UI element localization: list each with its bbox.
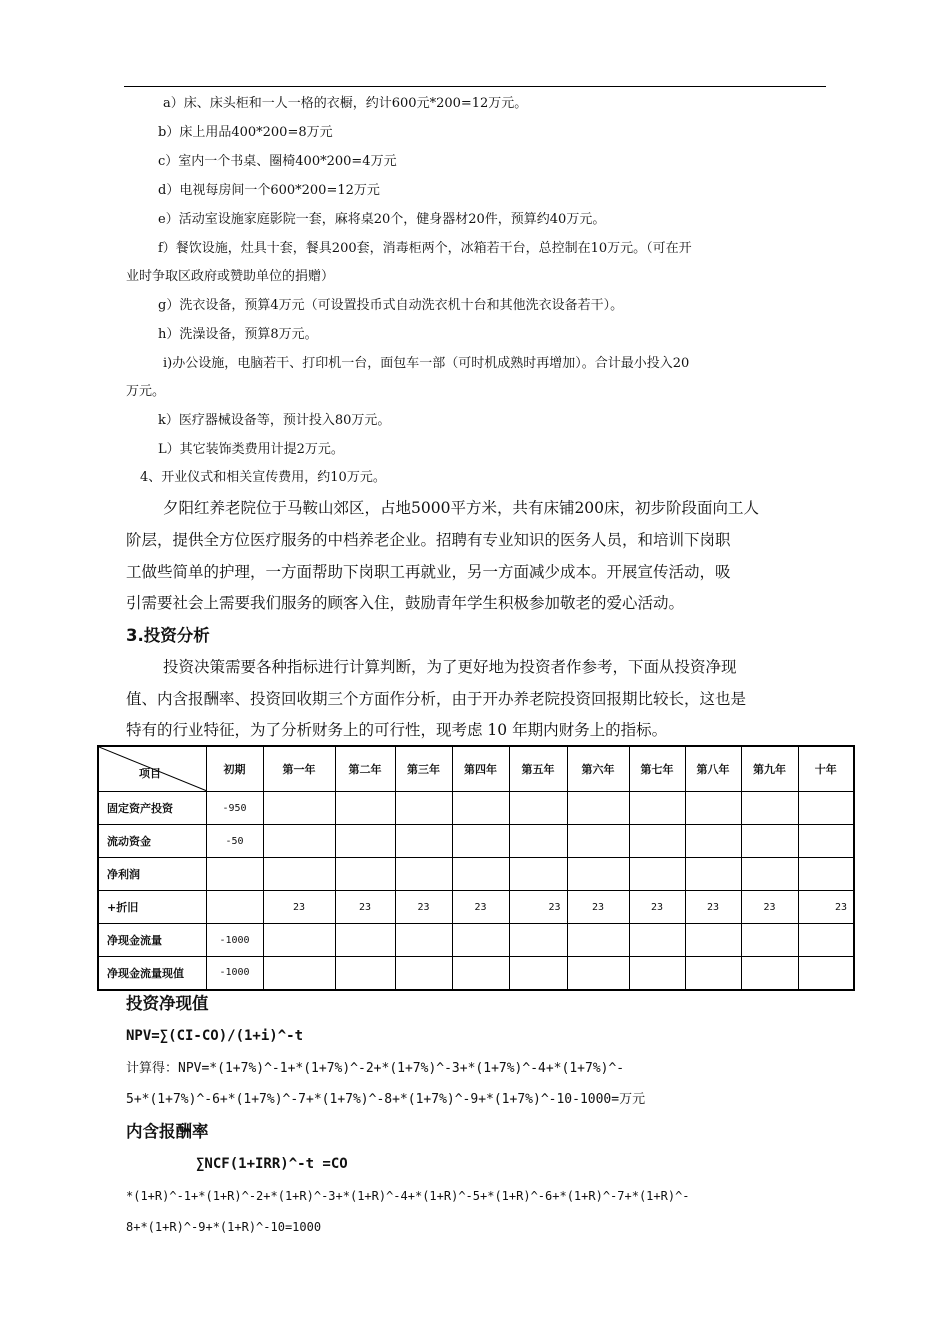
column-header: 第六年 <box>567 746 629 792</box>
table-cell: 23 <box>629 891 685 924</box>
table-cell <box>629 825 685 858</box>
list-item-c: c）室内一个书桌、圈椅400*200=4万元 <box>158 154 397 169</box>
table-cell <box>263 957 335 990</box>
table-cell <box>567 825 629 858</box>
table-cell: 23 <box>335 891 395 924</box>
intro-line-3: 工做些简单的护理，一方面帮助下岗职工再就业，另一方面减少成本。开展宣传活动，吸 <box>126 563 731 581</box>
list-item-k: k）医疗器械设备等，预计投入80万元。 <box>158 413 391 428</box>
table-cell <box>509 924 567 957</box>
table-row <box>98 825 854 858</box>
list-item-h: h）洗澡设备，预算8万元。 <box>158 327 318 342</box>
table-cell <box>395 924 452 957</box>
table-cell <box>685 825 741 858</box>
table-cell <box>629 957 685 990</box>
table-cell <box>741 792 798 825</box>
list-item-4: 4、开业仪式和相关宣传费用，约10万元。 <box>140 470 386 485</box>
table-cell <box>452 924 509 957</box>
table-cell <box>741 957 798 990</box>
table-cell: -1000 <box>206 924 263 957</box>
section-para-line-1: 投资决策需要各种指标进行计算判断，为了更好地为投资者作参考，下面从投资净现 <box>163 658 737 676</box>
intro-line-1: 夕阳红养老院位于马鞍山郊区，占地5000平方米，共有床铺200床，初步阶段面向工人 <box>163 499 760 517</box>
list-item-e: e）活动室设施家庭影院一套，麻将桌20个，健身器材20件，预算约40万元。 <box>158 212 606 227</box>
section-heading: 3.投资分析 <box>126 626 210 645</box>
list-item-i-cont: 万元。 <box>126 384 166 399</box>
table-cell <box>335 924 395 957</box>
row-label: 固定资产投资 <box>98 792 206 825</box>
table-cell <box>741 858 798 891</box>
table-cell <box>798 924 854 957</box>
table-row <box>98 792 854 825</box>
table-cell <box>335 957 395 990</box>
table-cell <box>685 924 741 957</box>
list-item-f-cont: 业时争取区政府或赞助单位的捐赠） <box>126 269 335 284</box>
section-para-line-3: 特有的行业特征，为了分析财务上的可行性，现考虑 10 年期内财务上的指标。 <box>126 721 668 739</box>
table-cell <box>798 957 854 990</box>
table-row <box>98 891 854 924</box>
table-cell <box>452 792 509 825</box>
intro-line-2: 阶层，提供全方位医疗服务的中档养老企业。招聘有专业知识的医务人员，和培训下岗职 <box>126 531 731 549</box>
table-row <box>98 858 854 891</box>
npv-formula: NPV=∑(CI-CO)/(1+i)^-t <box>126 1028 304 1044</box>
npv-calc-line-1: 计算得：NPV=*(1+7%)^-1+*(1+7%)^-2+*(1+7%)^-3+*(1+7%)^-4+*(1+7%)^- <box>126 1061 625 1076</box>
row-label: 净利润 <box>98 858 206 891</box>
table-cell <box>798 858 854 891</box>
row-label: +折旧 <box>98 891 206 924</box>
table-cell: -50 <box>206 825 263 858</box>
list-item-i: i)办公设施，电脑若干、打印机一台，面包车一部（可时机成熟时再增加）。合计最小投入20 <box>163 356 690 371</box>
table-cell <box>741 924 798 957</box>
row-label: 净现金流量 <box>98 924 206 957</box>
table-cell <box>685 792 741 825</box>
table-cell <box>509 858 567 891</box>
table-cell <box>335 825 395 858</box>
list-item-d: d）电视每房间一个600*200=12万元 <box>158 183 380 198</box>
table-corner-cell <box>98 746 206 792</box>
table-cell <box>206 858 263 891</box>
table-cell <box>567 792 629 825</box>
table-cell <box>567 924 629 957</box>
table-cell <box>452 957 509 990</box>
table-cell <box>452 858 509 891</box>
table-cell <box>629 858 685 891</box>
column-header: 第九年 <box>741 746 798 792</box>
row-label: 流动资金 <box>98 825 206 858</box>
table-cell <box>509 792 567 825</box>
table-header-row <box>98 746 854 792</box>
column-header: 第三年 <box>395 746 452 792</box>
row-label: 净现金流量现值 <box>98 957 206 990</box>
table-cell <box>335 792 395 825</box>
table-cell <box>798 792 854 825</box>
table-cell <box>567 858 629 891</box>
table-corner-label: 项目 <box>139 767 161 780</box>
npv-calc-line-2: 5+*(1+7%)^-6+*(1+7%)^-7+*(1+7%)^-8+*(1+7%)^-9+*(1+7%)^-10-1000=万元 <box>126 1092 646 1107</box>
table-cell: 23 <box>798 891 854 924</box>
table-cell: 23 <box>741 891 798 924</box>
column-header: 第二年 <box>335 746 395 792</box>
table-cell <box>509 957 567 990</box>
column-header: 初期 <box>206 746 263 792</box>
table-cell <box>395 957 452 990</box>
column-header: 第七年 <box>629 746 685 792</box>
table-cell: 23 <box>685 891 741 924</box>
list-item-L: L）其它装饰类费用计提2万元。 <box>158 442 344 457</box>
table-cell <box>263 825 335 858</box>
table-row <box>98 924 854 957</box>
list-item-b: b）床上用品400*200=8万元 <box>158 125 333 140</box>
cash-flow-table <box>97 745 855 991</box>
column-header: 第四年 <box>452 746 509 792</box>
table-cell <box>263 792 335 825</box>
table-cell: 23 <box>263 891 335 924</box>
column-header: 第五年 <box>509 746 567 792</box>
column-header: 十年 <box>798 746 854 792</box>
table-cell <box>685 858 741 891</box>
table-cell: 23 <box>509 891 567 924</box>
irr-formula: ∑NCF(1+IRR)^-t =CO <box>196 1156 348 1172</box>
list-item-f: f）餐饮设施，灶具十套，餐具200套，消毒柜两个，冰箱若干台，总控制在10万元。（可在开 <box>158 241 692 256</box>
table-cell <box>567 957 629 990</box>
irr-heading: 内含报酬率 <box>126 1122 209 1141</box>
table-cell <box>741 825 798 858</box>
table-cell <box>335 858 395 891</box>
list-item-a: a）床、床头柜和一人一格的衣橱，约计600元*200=12万元。 <box>163 96 528 111</box>
header-rule <box>124 86 826 87</box>
section-para-line-2: 值、内含报酬率、投资回收期三个方面作分析，由于开办养老院投资回报期比较长，这也是 <box>126 690 747 708</box>
irr-calc-line-1: *(1+R)^-1+*(1+R)^-2+*(1+R)^-3+*(1+R)^-4+*(1+R)^-5+*(1+R)^-6+*(1+R)^-7+*(1+R)^- <box>126 1189 690 1203</box>
table-row <box>98 957 854 990</box>
table-cell: 23 <box>395 891 452 924</box>
table-cell: 23 <box>567 891 629 924</box>
table-cell <box>395 858 452 891</box>
table-cell <box>263 924 335 957</box>
table-cell <box>509 825 567 858</box>
table-cell <box>629 792 685 825</box>
irr-calc-line-2: 8+*(1+R)^-9+*(1+R)^-10=1000 <box>126 1220 322 1234</box>
table-cell <box>798 825 854 858</box>
column-header: 第八年 <box>685 746 741 792</box>
table-cell: -1000 <box>206 957 263 990</box>
table-cell <box>206 891 263 924</box>
column-header: 第一年 <box>263 746 335 792</box>
npv-heading: 投资净现值 <box>126 994 209 1013</box>
table-cell <box>452 825 509 858</box>
list-item-g: g）洗衣设备，预算4万元（可设置投币式自动洗衣机十台和其他洗衣设备若干）。 <box>158 298 624 313</box>
table-cell <box>629 924 685 957</box>
table-cell <box>395 792 452 825</box>
intro-line-4: 引需要社会上需要我们服务的顾客入住，鼓励青年学生积极参加敬老的爱心活动。 <box>126 594 685 612</box>
table-cell <box>395 825 452 858</box>
table-cell: -950 <box>206 792 263 825</box>
table-cell <box>685 957 741 990</box>
table-cell <box>263 858 335 891</box>
table-cell: 23 <box>452 891 509 924</box>
